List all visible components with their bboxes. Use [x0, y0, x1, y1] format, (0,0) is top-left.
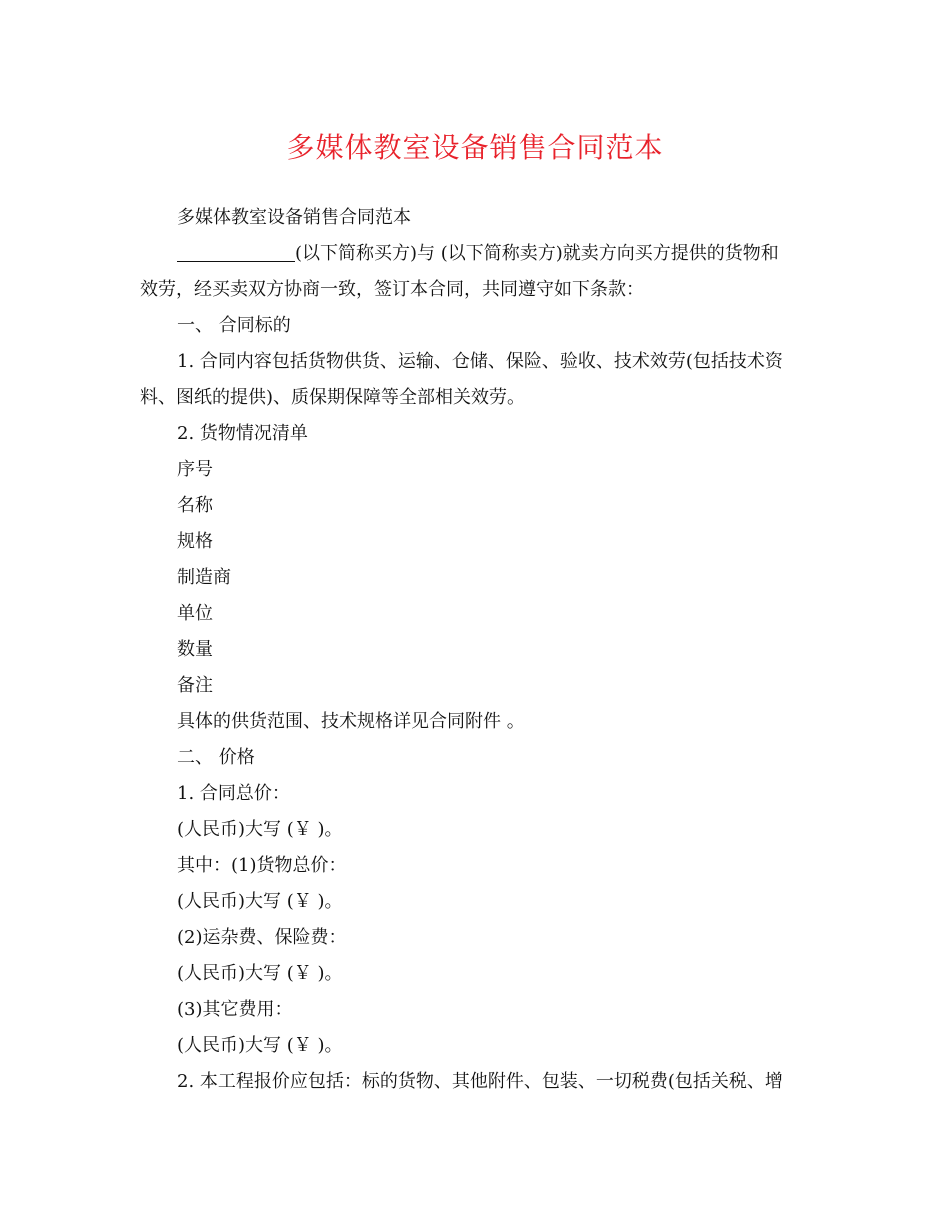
- list-col-spec: 规格: [177, 531, 213, 552]
- document-title: 多媒体教室设备销售合同范本: [286, 131, 664, 164]
- intro-line-2: 效劳，经买卖双方协商一致，签订本合同，共同遵守如下条款：: [140, 279, 644, 300]
- list-col-note: 备注: [177, 675, 213, 696]
- section-1-heading: 一、 合同标的: [177, 315, 291, 336]
- subtitle-line: 多媒体教室设备销售合同范本: [177, 207, 411, 228]
- buyer-name-blank: [177, 243, 295, 262]
- list-col-unit: 单位: [177, 603, 213, 624]
- section-2-item-1: 1. 合同总价：: [177, 783, 290, 804]
- intro-text-1: (以下简称买方)与 (以下简称卖方)就卖方向买方提供的货物和: [295, 243, 779, 264]
- document-body: [140, 200, 810, 1100]
- list-col-qty: 数量: [177, 639, 213, 660]
- section-2-item-2: 2. 本工程报价应包括：标的货物、其他附件、包装、一切税费(包括关税、增: [177, 1071, 783, 1092]
- list-col-seq: 序号: [177, 459, 213, 480]
- list-col-name: 名称: [177, 495, 213, 516]
- supply-scope-line: 具体的供货范围、技术规格详见合同附件 。: [177, 711, 525, 732]
- intro-line-1: [140, 236, 810, 272]
- list-col-maker: 制造商: [177, 567, 231, 588]
- other-fees-line: (3)其它费用：: [177, 999, 293, 1020]
- rmb-line-3: (人民币)大写 (￥ )。: [177, 963, 343, 984]
- section-1-item-1-line-1: 1. 合同内容包括货物供货、运输、仓储、保险、验收、技术效劳(包括技术资: [177, 351, 783, 372]
- rmb-line-2: (人民币)大写 (￥ )。: [177, 891, 343, 912]
- rmb-line-1: (人民币)大写 (￥ )。: [177, 819, 343, 840]
- section-1-item-1-line-2: 料、图纸的提供)、质保期保障等全部相关效劳。: [140, 387, 526, 408]
- rmb-line-4: (人民币)大写 (￥ )。: [177, 1035, 343, 1056]
- section-2-heading: 二、 价格: [177, 747, 255, 768]
- goods-total-line: 其中：(1)货物总价：: [177, 855, 347, 876]
- freight-line: (2)运杂费、保险费：: [177, 927, 347, 948]
- section-1-item-2: 2. 货物情况清单: [177, 423, 308, 444]
